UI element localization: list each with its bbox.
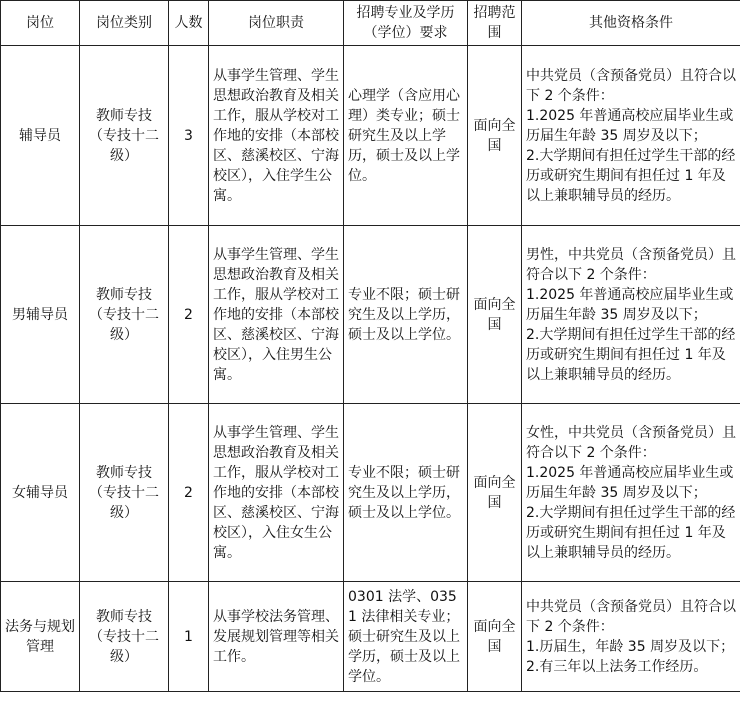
- condition-line: 中共党员（含预备党员）且符合以下 2 个条件：: [526, 598, 736, 635]
- cell-duties: 从事学生管理、学生思想政治教育及相关工作，服从学校对工作地的安排（本部校区、慈溪校区、宁海校区），入住女生公寓。: [209, 404, 344, 582]
- cell-count: 2: [169, 226, 209, 404]
- condition-line: 中共党员（含预备党员）且符合以下 2 个条件：: [526, 67, 736, 104]
- header-duties: 岗位职责: [209, 1, 344, 46]
- cell-other: [522, 582, 740, 692]
- header-count: 人数: [169, 1, 209, 46]
- cell-scope: 面向全国: [468, 404, 522, 582]
- condition-line: 1.历届生，年龄 35 周岁及以下；: [526, 638, 735, 655]
- cell-scope: 面向全国: [468, 46, 522, 226]
- cell-scope: 面向全国: [468, 226, 522, 404]
- header-row: [1, 1, 740, 46]
- cell-count: 2: [169, 404, 209, 582]
- condition-line: 2.有三年以上法务工作经历。: [526, 658, 708, 675]
- header-category: 岗位类别: [80, 1, 169, 46]
- condition-line: 1.2025 年普通高校应届毕业生或历届生年龄 35 周岁及以下；: [526, 107, 734, 144]
- header-scope: 招聘范围: [468, 1, 522, 46]
- cell-other: [522, 226, 740, 404]
- cell-position: 法务与规划管理: [1, 582, 80, 692]
- cell-other: [522, 404, 740, 582]
- cell-position: 女辅导员: [1, 404, 80, 582]
- cell-duties: 从事学生管理、学生思想政治教育及相关工作，服从学校对工作地的安排（本部校区、慈溪校区、宁海校区），入住学生公寓。: [209, 46, 344, 226]
- cell-position: 男辅导员: [1, 226, 80, 404]
- cell-major: 专业不限；硕士研究生及以上学历，硕士及以上学位。: [344, 226, 468, 404]
- cell-position: 辅导员: [1, 46, 80, 226]
- table-row: [1, 404, 740, 582]
- cell-major: 0301 法学、0351 法律相关专业；硕士研究生及以上学历，硕士及以上学位。: [344, 582, 468, 692]
- condition-line: 女性，中共党员（含预备党员）且符合以下 2 个条件：: [526, 424, 736, 461]
- header-major: 招聘专业及学历（学位）要求: [344, 1, 468, 46]
- condition-line: 2.大学期间有担任过学生干部的经历或研究生期间有担任过 1 年及以上兼职辅导员的经历。: [526, 147, 736, 204]
- condition-line: 2.大学期间有担任过学生干部的经历或研究生期间有担任过 1 年及以上兼职辅导员的经历。: [526, 504, 736, 561]
- cell-major: 专业不限；硕士研究生及以上学历，硕士及以上学位。: [344, 404, 468, 582]
- table-row: [1, 582, 740, 692]
- condition-line: 2.大学期间有担任过学生干部的经历或研究生期间有担任过 1 年及以上兼职辅导员的经历。: [526, 326, 736, 383]
- cell-duties: 从事学生管理、学生思想政治教育及相关工作，服从学校对工作地的安排（本部校区、慈溪校区、宁海校区），入住男生公寓。: [209, 226, 344, 404]
- cell-category: 教师专技（专技十二级）: [80, 226, 169, 404]
- cell-count: 3: [169, 46, 209, 226]
- header-other: 其他资格条件: [522, 1, 740, 46]
- table-row: [1, 46, 740, 226]
- cell-count: 1: [169, 582, 209, 692]
- cell-scope: 面向全国: [468, 582, 522, 692]
- condition-line: 1.2025 年普通高校应届毕业生或历届生年龄 35 周岁及以下；: [526, 286, 734, 323]
- cell-category: 教师专技（专技十二级）: [80, 404, 169, 582]
- condition-line: 1.2025 年普通高校应届毕业生或历届生年龄 35 周岁及以下；: [526, 464, 734, 501]
- cell-duties: 从事学校法务管理、发展规划管理等相关工作。: [209, 582, 344, 692]
- table-row: [1, 226, 740, 404]
- condition-line: 男性，中共党员（含预备党员）且符合以下 2 个条件：: [526, 246, 736, 283]
- cell-category: 教师专技（专技十二级）: [80, 582, 169, 692]
- cell-other: [522, 46, 740, 226]
- cell-category: 教师专技（专技十二级）: [80, 46, 169, 226]
- header-position: 岗位: [1, 1, 80, 46]
- cell-major: 心理学（含应用心理）类专业；硕士研究生及以上学历，硕士及以上学位。: [344, 46, 468, 226]
